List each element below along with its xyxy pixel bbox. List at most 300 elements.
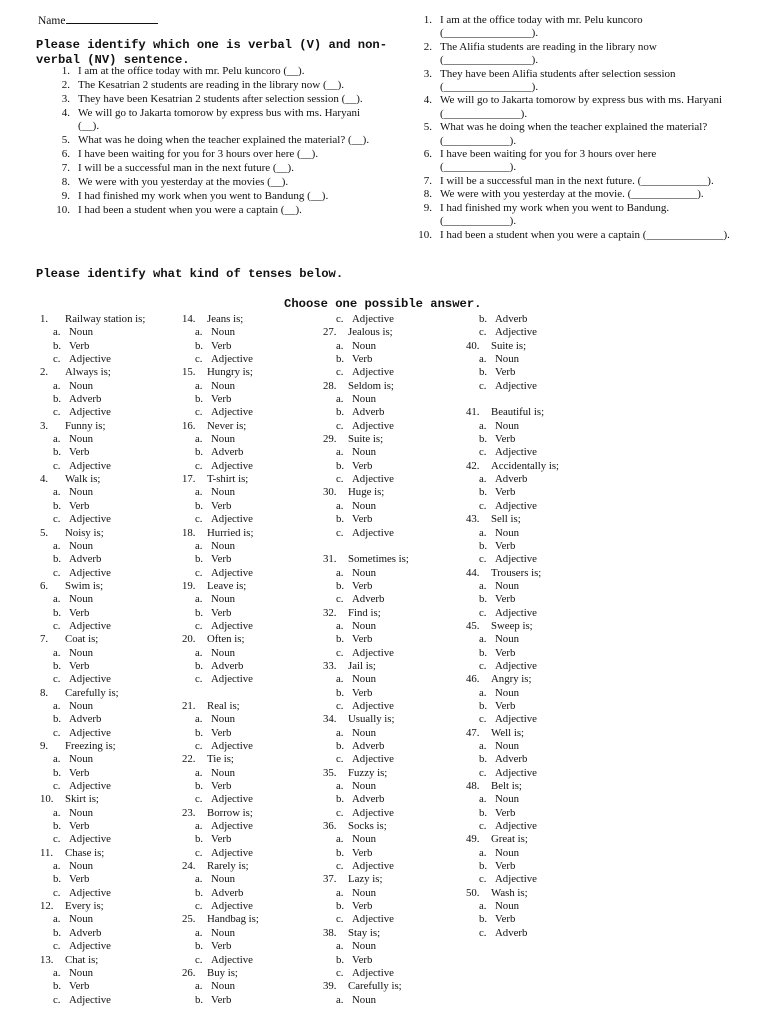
answer-option[interactable] <box>40 620 180 633</box>
answer-option[interactable] <box>323 500 463 513</box>
question-item <box>414 229 734 242</box>
answer-option[interactable] <box>40 326 180 339</box>
option-text: Noun <box>352 940 376 953</box>
option-letter: c. <box>336 419 344 432</box>
option-letter: a. <box>195 713 203 726</box>
answer-option[interactable] <box>182 927 322 940</box>
question-text: I had finished my work when you went to Bandung. (____________). <box>440 201 670 228</box>
answer-option[interactable] <box>182 740 322 753</box>
answer-option[interactable] <box>40 994 180 1007</box>
choice-question <box>182 913 322 926</box>
question-number: 8. <box>61 175 70 188</box>
option-letter: b. <box>336 740 345 752</box>
option-text: Adjective <box>352 806 394 819</box>
choice-question-number: 18. <box>182 526 196 539</box>
answer-option[interactable] <box>182 873 322 886</box>
choice-question <box>40 580 180 593</box>
answer-option[interactable] <box>182 954 322 967</box>
answer-option[interactable] <box>182 553 322 566</box>
answer-option[interactable] <box>323 353 463 366</box>
answer-option[interactable] <box>323 673 463 686</box>
answer-option[interactable] <box>466 847 606 860</box>
choice-question <box>323 380 463 393</box>
choice-question-text: Railway station is; <box>65 313 146 325</box>
answer-option[interactable] <box>323 847 463 860</box>
answer-option[interactable] <box>466 420 606 433</box>
answer-option[interactable] <box>466 527 606 540</box>
option-letter: b. <box>53 553 62 566</box>
answer-option[interactable] <box>323 567 463 580</box>
answer-option[interactable] <box>323 620 463 633</box>
option-text: Verb <box>211 339 232 352</box>
answer-option[interactable] <box>323 406 463 419</box>
question-text: I am at the office today with mr. Pelu kuncoro (__). <box>78 65 305 77</box>
choice-question-number: 38. <box>323 926 337 939</box>
answer-option[interactable] <box>466 740 606 753</box>
option-text: Adjective <box>495 379 537 392</box>
option-letter: b. <box>53 446 62 459</box>
option-letter: b. <box>336 459 345 472</box>
choice-question-text: Carefully is; <box>348 980 402 993</box>
option-letter: a. <box>479 633 487 646</box>
choice-question-number: 27. <box>323 326 337 339</box>
option-letter: c. <box>336 806 344 819</box>
question-number: 10. <box>418 228 432 241</box>
choice-question-text: Beautiful is; <box>491 406 545 419</box>
answer-option[interactable] <box>40 660 180 673</box>
answer-option[interactable] <box>323 593 463 606</box>
answer-option[interactable] <box>323 527 463 540</box>
option-letter: a. <box>53 966 61 979</box>
answer-option[interactable] <box>182 847 322 860</box>
answer-option[interactable] <box>466 807 606 820</box>
choice-question-text: Usually is; <box>348 713 395 726</box>
answer-option[interactable] <box>323 687 463 700</box>
answer-option[interactable] <box>323 994 463 1007</box>
answer-option[interactable] <box>323 473 463 486</box>
answer-option[interactable] <box>182 567 322 580</box>
answer-option[interactable] <box>182 994 322 1007</box>
answer-option[interactable] <box>323 753 463 766</box>
choice-question-text: Angry is; <box>491 673 532 686</box>
answer-option[interactable] <box>40 700 180 713</box>
choice-question-text: Always is; <box>65 366 111 379</box>
answer-option[interactable] <box>182 540 322 553</box>
answer-option[interactable] <box>182 406 322 419</box>
answer-option[interactable] <box>323 580 463 593</box>
answer-option[interactable] <box>40 767 180 780</box>
answer-option[interactable] <box>466 553 606 566</box>
answer-option[interactable] <box>40 833 180 846</box>
answer-option[interactable] <box>40 553 180 566</box>
answer-option[interactable] <box>182 673 322 686</box>
option-letter: c. <box>53 353 61 366</box>
answer-option[interactable] <box>323 633 463 646</box>
answer-option[interactable] <box>466 900 606 913</box>
choice-question <box>182 700 322 713</box>
answer-option[interactable] <box>323 513 463 526</box>
answer-option[interactable] <box>323 446 463 459</box>
option-text: Noun <box>495 686 519 699</box>
question-item <box>414 148 734 175</box>
answer-option[interactable] <box>40 446 180 459</box>
choice-question-text: Fuzzy is; <box>348 766 388 779</box>
answer-option[interactable] <box>182 460 322 473</box>
answer-option[interactable] <box>40 567 180 580</box>
answer-option[interactable] <box>323 900 463 913</box>
question-text: I had finished my work when you went to Bandung (__). <box>78 189 329 202</box>
answer-option[interactable] <box>182 500 322 513</box>
option-letter: a. <box>53 699 61 712</box>
answer-option[interactable] <box>40 980 180 993</box>
answer-option[interactable] <box>182 820 322 833</box>
question-item <box>52 93 370 106</box>
answer-option[interactable] <box>182 607 322 620</box>
answer-option[interactable] <box>323 833 463 846</box>
option-letter: c. <box>195 846 203 859</box>
choice-question-text: Sell is; <box>491 513 521 526</box>
answer-option[interactable] <box>182 446 322 459</box>
spacer <box>182 687 322 700</box>
option-letter: b. <box>336 353 345 366</box>
answer-option[interactable] <box>466 380 606 393</box>
answer-option[interactable] <box>323 393 463 406</box>
answer-option[interactable] <box>40 727 180 740</box>
choice-question <box>466 673 606 686</box>
answer-option[interactable] <box>466 660 606 673</box>
option-text: Noun <box>69 860 93 873</box>
option-letter: c. <box>479 713 487 726</box>
choice-question-text: Leave is; <box>207 579 247 592</box>
option-text: Adjective <box>211 619 253 632</box>
choice-question-text: Never is; <box>207 419 247 432</box>
option-letter: b. <box>53 873 62 886</box>
option-letter: a. <box>479 419 487 432</box>
choice-question <box>466 727 606 740</box>
choice-question <box>182 633 322 646</box>
answer-option[interactable] <box>182 380 322 393</box>
option-text: Adjective <box>211 566 253 579</box>
answer-option[interactable] <box>40 673 180 686</box>
choice-question <box>323 607 463 620</box>
option-text: Noun <box>69 326 93 339</box>
option-text: Adjective <box>69 619 111 632</box>
option-text: Adjective <box>211 513 253 526</box>
answer-option[interactable] <box>323 727 463 740</box>
answer-option[interactable] <box>466 593 606 606</box>
answer-option[interactable] <box>40 780 180 793</box>
answer-option[interactable] <box>182 647 322 660</box>
option-letter: b. <box>53 393 62 406</box>
answer-option[interactable] <box>466 446 606 459</box>
option-text: Adjective <box>352 526 394 539</box>
option-letter: c. <box>336 966 344 979</box>
answer-option[interactable] <box>40 913 180 926</box>
answer-option[interactable] <box>466 820 606 833</box>
answer-option[interactable] <box>466 580 606 593</box>
option-letter: c. <box>195 673 203 686</box>
option-letter: b. <box>53 659 62 672</box>
answer-option[interactable] <box>182 660 322 673</box>
answer-option[interactable] <box>40 873 180 886</box>
option-letter: b. <box>195 446 204 459</box>
question-text: I have been waiting for you for 3 hours over here (__). <box>78 147 319 160</box>
answer-option[interactable] <box>40 406 180 419</box>
answer-option[interactable] <box>466 913 606 926</box>
answer-option[interactable] <box>466 607 606 620</box>
answer-option[interactable] <box>323 460 463 473</box>
option-letter: c. <box>53 513 61 526</box>
answer-option[interactable] <box>40 647 180 660</box>
choice-question <box>182 807 322 820</box>
answer-option[interactable] <box>466 700 606 713</box>
option-text: Noun <box>495 846 519 859</box>
option-letter: b. <box>53 499 62 512</box>
choice-question <box>323 820 463 833</box>
answer-option[interactable] <box>182 593 322 606</box>
option-text: Noun <box>495 900 519 913</box>
choice-question <box>40 527 180 540</box>
answer-option[interactable] <box>40 540 180 553</box>
choice-question <box>323 713 463 726</box>
answer-option[interactable] <box>466 313 606 326</box>
answer-option[interactable] <box>466 500 606 513</box>
choice-question-number: 17. <box>182 473 196 486</box>
choice-question-number: 45. <box>466 619 480 632</box>
choice-question <box>466 780 606 793</box>
option-text: Adverb <box>352 740 385 752</box>
answer-option[interactable] <box>40 340 180 353</box>
answer-option[interactable] <box>40 967 180 980</box>
answer-option[interactable] <box>466 873 606 886</box>
question-number: 9. <box>423 201 432 214</box>
question-text: We will go to Jakarta tomorow by express bus with ms. Haryani (______________). <box>440 94 723 120</box>
answer-option[interactable] <box>182 793 322 806</box>
question-text: I have been waiting for you for 3 hours over here (____________). <box>440 148 657 174</box>
answer-option[interactable] <box>40 807 180 820</box>
option-letter: c. <box>479 499 487 512</box>
answer-option[interactable] <box>40 593 180 606</box>
option-letter: a. <box>336 673 344 686</box>
answer-option[interactable] <box>466 433 606 446</box>
answer-option[interactable] <box>466 353 606 366</box>
choice-question <box>40 633 180 646</box>
answer-option[interactable] <box>466 767 606 780</box>
answer-option[interactable] <box>182 713 322 726</box>
answer-option[interactable] <box>323 647 463 660</box>
answer-option[interactable] <box>40 820 180 833</box>
question-text: I had been a student when you were a captain (______________). <box>440 228 730 241</box>
option-letter: a. <box>195 379 203 392</box>
option-text: Adverb <box>69 393 102 406</box>
answer-option[interactable] <box>40 927 180 940</box>
choice-question-number: 23. <box>182 806 196 819</box>
answer-option[interactable] <box>40 713 180 726</box>
choice-question-text: Well is; <box>491 726 525 739</box>
option-letter: a. <box>195 820 203 833</box>
answer-option[interactable] <box>182 620 322 633</box>
choice-question-text: Seldom is; <box>348 379 394 392</box>
option-letter: b. <box>479 753 488 766</box>
name-blank-line[interactable] <box>66 13 158 24</box>
option-letter: b. <box>195 393 204 406</box>
question-item <box>414 14 734 41</box>
answer-option[interactable] <box>182 433 322 446</box>
answer-option[interactable] <box>323 860 463 873</box>
answer-option[interactable] <box>182 513 322 526</box>
choice-question-number: 48. <box>466 780 480 793</box>
choice-question-number: 12. <box>40 900 54 913</box>
option-text: Noun <box>352 673 376 686</box>
answer-option[interactable] <box>182 340 322 353</box>
option-letter: c. <box>53 940 61 953</box>
answer-option[interactable] <box>40 513 180 526</box>
answer-option[interactable] <box>466 713 606 726</box>
answer-option[interactable] <box>323 420 463 433</box>
answer-option[interactable] <box>323 807 463 820</box>
choice-question-number: 13. <box>40 953 54 966</box>
option-text: Verb <box>69 659 90 672</box>
answer-option[interactable] <box>466 633 606 646</box>
answer-option[interactable] <box>40 460 180 473</box>
answer-option[interactable] <box>182 833 322 846</box>
answer-option[interactable] <box>40 500 180 513</box>
option-letter: a. <box>336 499 344 512</box>
answer-option[interactable] <box>466 860 606 873</box>
choice-question-text: Handbag is; <box>207 913 259 926</box>
answer-option[interactable] <box>40 433 180 446</box>
choice-question-number: 36. <box>323 820 337 833</box>
question-item <box>52 190 370 203</box>
choice-question <box>466 567 606 580</box>
choice-column-2 <box>182 313 322 1007</box>
choice-question-number: 26. <box>182 966 196 979</box>
answer-option[interactable] <box>323 954 463 967</box>
option-text: Noun <box>352 886 376 899</box>
choice-question-number: 5. <box>40 526 49 539</box>
answer-option[interactable] <box>466 486 606 499</box>
option-text: Adverb <box>495 753 528 766</box>
answer-option[interactable] <box>466 687 606 700</box>
answer-option[interactable] <box>323 780 463 793</box>
option-letter: a. <box>53 539 61 552</box>
answer-option[interactable] <box>182 486 322 499</box>
answer-option[interactable] <box>182 393 322 406</box>
answer-option[interactable] <box>182 887 322 900</box>
option-letter: c. <box>336 646 344 659</box>
option-text: Noun <box>69 966 93 979</box>
option-text: Noun <box>211 980 235 993</box>
answer-option[interactable] <box>466 793 606 806</box>
option-text: Adjective <box>69 833 111 846</box>
option-letter: c. <box>479 606 487 619</box>
answer-option[interactable] <box>323 887 463 900</box>
answer-option[interactable] <box>40 753 180 766</box>
choice-question <box>182 527 322 540</box>
answer-option[interactable] <box>323 940 463 953</box>
answer-option[interactable] <box>466 753 606 766</box>
option-text: Adjective <box>352 366 394 379</box>
option-text: Noun <box>495 633 519 646</box>
answer-option[interactable] <box>182 767 322 780</box>
option-letter: c. <box>195 353 203 366</box>
answer-option[interactable] <box>466 326 606 339</box>
choice-question-text: Freezing is; <box>65 740 116 752</box>
answer-option[interactable] <box>182 353 322 366</box>
answer-option[interactable] <box>323 967 463 980</box>
answer-option[interactable] <box>323 313 463 326</box>
option-letter: b. <box>195 726 204 739</box>
question-text: I am at the office today with mr. Pelu kuncoro (________________). <box>440 14 643 40</box>
option-text: Verb <box>352 579 373 592</box>
answer-option[interactable] <box>40 380 180 393</box>
option-letter: c. <box>479 926 487 939</box>
option-text: Noun <box>211 486 235 499</box>
choice-question-text: Great is; <box>491 833 528 846</box>
answer-option[interactable] <box>466 540 606 553</box>
option-text: Verb <box>352 953 373 966</box>
answer-option[interactable] <box>323 793 463 806</box>
answer-option[interactable] <box>40 887 180 900</box>
choice-question <box>323 433 463 446</box>
choice-question-number: 7. <box>40 633 49 646</box>
option-letter: c. <box>53 993 61 1006</box>
option-text: Noun <box>211 539 235 552</box>
answer-option[interactable] <box>323 740 463 753</box>
choice-question-text: Sweep is; <box>491 619 533 632</box>
option-letter: c. <box>479 766 487 779</box>
answer-option[interactable] <box>40 607 180 620</box>
answer-option[interactable] <box>40 860 180 873</box>
question-item <box>414 121 734 148</box>
option-text: Noun <box>352 993 376 1006</box>
answer-option[interactable] <box>323 913 463 926</box>
answer-option[interactable] <box>182 980 322 993</box>
option-text: Verb <box>495 860 516 873</box>
answer-option[interactable] <box>466 473 606 486</box>
option-text: Verb <box>211 780 232 793</box>
answer-option[interactable] <box>40 940 180 953</box>
option-letter: c. <box>195 619 203 632</box>
question-text: What was he doing when the teacher explained the material? (____________). <box>440 121 708 147</box>
answer-option[interactable] <box>466 366 606 379</box>
choice-question-text: T-shirt is; <box>207 473 249 486</box>
option-letter: b. <box>336 686 345 699</box>
answer-option[interactable] <box>40 353 180 366</box>
choice-question-text: Accidentally is; <box>491 459 560 472</box>
answer-option[interactable] <box>182 780 322 793</box>
option-text: Adverb <box>69 553 102 566</box>
choice-question <box>466 406 606 419</box>
answer-option[interactable] <box>40 486 180 499</box>
option-letter: c. <box>195 406 203 419</box>
option-text: Noun <box>352 833 376 846</box>
answer-option[interactable] <box>182 900 322 913</box>
answer-option[interactable] <box>182 326 322 339</box>
answer-option[interactable] <box>40 393 180 406</box>
option-letter: c. <box>336 473 344 486</box>
answer-option[interactable] <box>323 366 463 379</box>
answer-option[interactable] <box>466 927 606 940</box>
verbal-question-list <box>52 65 370 217</box>
option-text: Adjective <box>211 740 253 752</box>
answer-option[interactable] <box>323 700 463 713</box>
answer-option[interactable] <box>466 647 606 660</box>
answer-option[interactable] <box>182 940 322 953</box>
option-letter: b. <box>53 926 62 939</box>
answer-option[interactable] <box>182 727 322 740</box>
answer-option[interactable] <box>323 340 463 353</box>
